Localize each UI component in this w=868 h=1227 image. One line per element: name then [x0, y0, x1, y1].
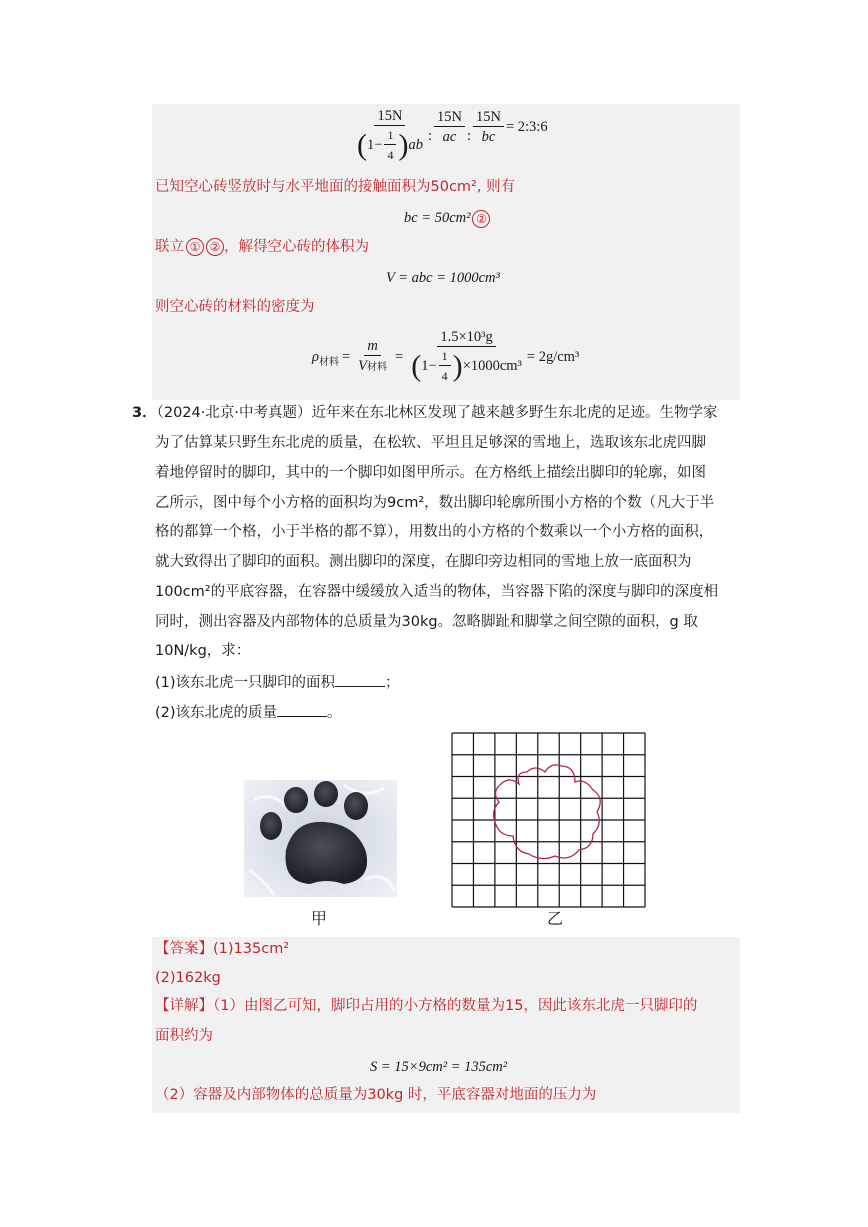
question-3-line-6: 就大致得出了脚印的面积。测出脚印的深度，在脚印旁边相同的雪地上放一底面积为 [155, 554, 692, 570]
answer-line-2: (2)162kg [155, 970, 221, 986]
equation-bc: bc = 50cm² ② [404, 208, 490, 228]
paw-outline [494, 765, 601, 859]
question-3-line-2: 为了估算某只野生东北虎的质量，在松软、平坦且足够深的雪地上，选取该东北虎四脚 [155, 435, 706, 451]
equation-area: S = 15×9cm² = 135cm² [370, 1059, 508, 1075]
detail-line-3: （2）容器及内部物体的总质量为30kg 时，平底容器对地面的压力为 [155, 1087, 597, 1103]
text-contact-area: 已知空心砖竖放时与水平地面的接触面积为50cm², 则有 [155, 179, 516, 195]
paw-print-photo [244, 780, 397, 897]
text-combine: 联立 ① ② ，解得空心砖的体积为 [155, 239, 369, 255]
ratio-equation: 15N (1− $\frac{1}{4}$ )ab : $\frac{15N}{ac}$ : $\frac{15N}{bc}$ = 2:3:6 [357, 108, 548, 162]
question-3-line-1: 3．（2024·北京·中考真题）近年来在东北林区发现了越来越多野生东北虎的足迹。生物学家 [132, 405, 718, 421]
equation-volume: V = abc = 1000cm³ [386, 270, 500, 286]
detail-line-1: 【详解】（1）由图乙可知，脚印占用的小方格的数量为15，因此该东北虎一只脚印的 [155, 998, 698, 1014]
figure-label-yi: 乙 [547, 909, 564, 928]
question-3-line-5: 格的都算一个格，小于半格的都不算），用数出的小方格的个数乘以一个小方格的面积， [155, 524, 714, 540]
answer-blank-1[interactable] [335, 672, 385, 687]
detail-line-2: 面积约为 [155, 1028, 213, 1044]
sub-question-2: (2)该东北虎的质量 。 [155, 702, 342, 723]
question-3-line-8: 同时，测出容器及内部物体的总质量为30kg。忽略脚趾和脚掌之间空隙的面积，g 取 [155, 614, 698, 630]
question-3-line-3: 着地停留时的脚印，其中的一个脚印如图甲所示。在方格纸上描绘出脚印的轮廓，如图 [155, 465, 706, 481]
text-density: 则空心砖的材料的密度为 [155, 299, 315, 315]
figure-label-jia: 甲 [311, 909, 328, 928]
grid-lines [452, 733, 645, 907]
question-3-line-4: 乙所示，图中每个小方格的面积均为9cm²，数出脚印轮廓所围小方格的个数（凡大于半 [155, 495, 715, 511]
density-equation: ρ 材料 = $\frac{m}{\text{V材料}}$ = 1.5×10³g (1− $\frac{1}{4}$ )×1000cm³ = 2g/cm³ [312, 329, 580, 383]
sub-question-1: (1)该东北虎一只脚印的面积 ； [155, 672, 400, 693]
answer-line-1: 【答案】(1)135cm² [155, 941, 290, 957]
answer-blank-2[interactable] [277, 702, 327, 717]
question-3-line-7: 100cm²的平底容器，在容器中缓缓放入适当的物体，当容器下陷的深度与脚印的深度相 [155, 584, 719, 600]
grid-paw-outline [451, 732, 646, 908]
question-3-line-9: 10N/kg，求： [155, 643, 251, 659]
